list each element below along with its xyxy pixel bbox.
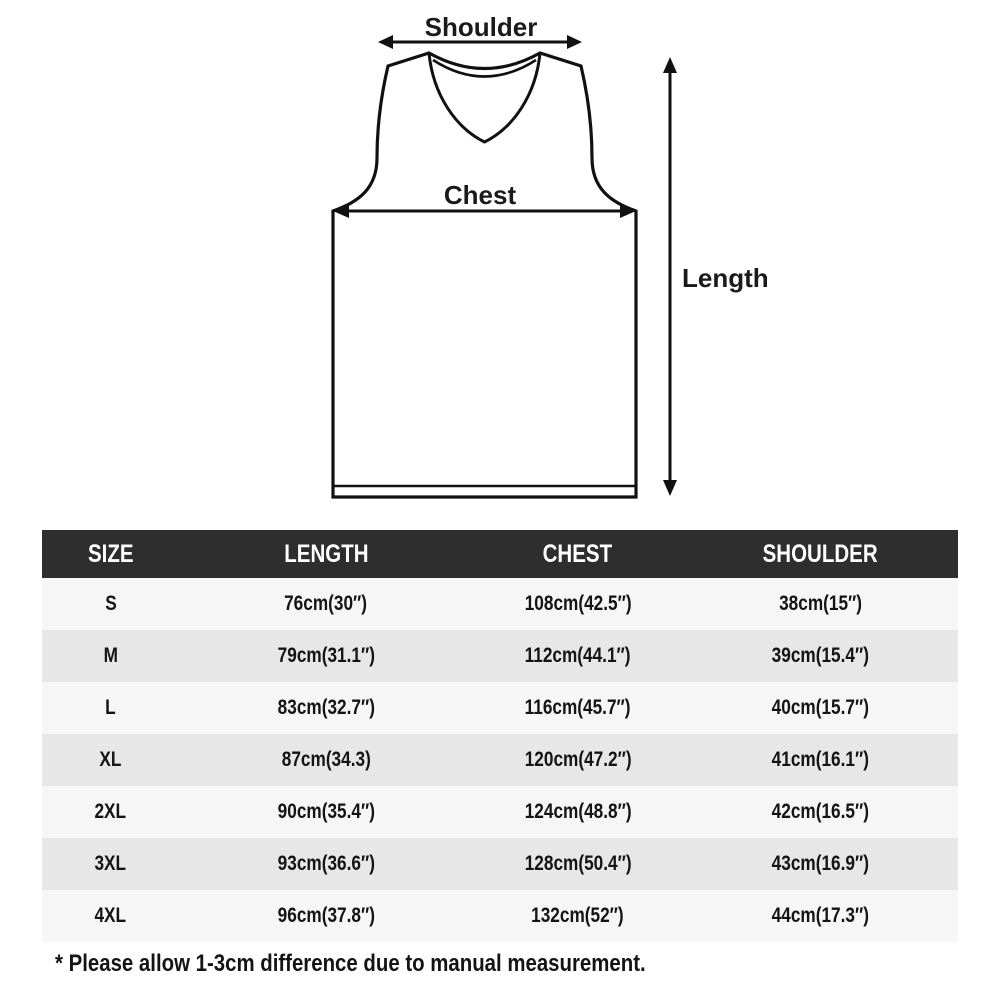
cell-shoulder [683,800,958,824]
cell-shoulder-value: 42cm(16.5″) [771,800,870,823]
cell-chest-value: 108cm(42.5″) [524,592,632,615]
cell-length [179,852,472,876]
cell-size-value: 2XL [94,800,127,823]
cell-shoulder-value: 39cm(15.4″) [771,644,870,667]
cell-shoulder-value: 41cm(16.1″) [771,748,870,771]
table-row [42,682,958,734]
cell-size-value: 3XL [94,852,127,875]
cell-length-value: 93cm(36.6″) [277,852,375,875]
cell-shoulder [683,852,958,876]
cell-chest-value: 120cm(47.2″) [524,748,632,771]
cell-shoulder [683,904,958,928]
cell-shoulder-value: 44cm(17.3″) [771,904,870,927]
cell-chest [473,800,684,824]
header-length [179,540,472,569]
cell-chest [473,696,684,720]
table-row [42,578,958,630]
table-row [42,734,958,786]
cell-length [179,904,472,928]
cell-length-value: 83cm(32.7″) [277,696,375,719]
cell-length [179,644,472,668]
length-label: Length [682,263,769,293]
cell-length-value: 96cm(37.8″) [277,904,375,927]
header-chest-label: CHEST [543,539,613,568]
cell-size-value: M [103,644,118,667]
cell-chest-value: 116cm(45.7″) [524,696,631,719]
table-header-row [42,530,958,578]
measurement-footnote-text: * Please allow 1-3cm difference due to manual measurement. [55,950,646,977]
tank-top-outline [333,53,636,497]
size-table [42,530,958,942]
cell-chest-value: 124cm(48.8″) [524,800,632,823]
cell-size-value: 4XL [94,904,127,927]
cell-chest [473,852,684,876]
header-shoulder-label: SHOULDER [763,539,879,568]
cell-chest-value: 112cm(44.1″) [524,644,631,667]
cell-chest [473,592,684,616]
cell-shoulder [683,748,958,772]
cell-chest [473,644,684,668]
length-arrow [663,57,677,496]
measurement-footnote [55,950,750,978]
cell-length [179,800,472,824]
cell-length [179,748,472,772]
cell-size [42,644,179,668]
cell-size [42,748,179,772]
cell-shoulder-value: 38cm(15″) [779,592,863,615]
shoulder-label: Shoulder [424,12,538,42]
cell-chest-value: 128cm(50.4″) [524,852,632,875]
cell-chest [473,748,684,772]
cell-size [42,592,179,616]
cell-size [42,904,179,928]
table-row [42,838,958,890]
table-row [42,786,958,838]
cell-chest [473,904,684,928]
header-chest [473,540,684,569]
cell-shoulder [683,644,958,668]
cell-shoulder-value: 40cm(15.7″) [771,696,870,719]
header-shoulder [683,540,958,569]
table-body [42,578,958,942]
table-row [42,630,958,682]
cell-size-value: S [104,592,117,615]
cell-size [42,852,179,876]
cell-shoulder-value: 43cm(16.9″) [771,852,870,875]
cell-shoulder [683,696,958,720]
header-size [42,540,179,569]
cell-size [42,696,179,720]
header-size-label: SIZE [87,539,134,568]
cell-size-value: L [105,696,116,719]
table-row [42,890,958,942]
cell-length-value: 90cm(35.4″) [277,800,375,823]
cell-chest-value: 132cm(52″) [531,904,625,927]
cell-size [42,800,179,824]
cell-size-value: XL [99,748,122,771]
cell-length [179,696,472,720]
chest-label: Chest [443,180,517,210]
header-length-label: LENGTH [283,539,369,568]
cell-shoulder [683,592,958,616]
cell-length [179,592,472,616]
cell-length-value: 76cm(30″) [284,592,368,615]
cell-length-value: 79cm(31.1″) [277,644,375,667]
cell-length-value: 87cm(34.3) [281,748,371,771]
